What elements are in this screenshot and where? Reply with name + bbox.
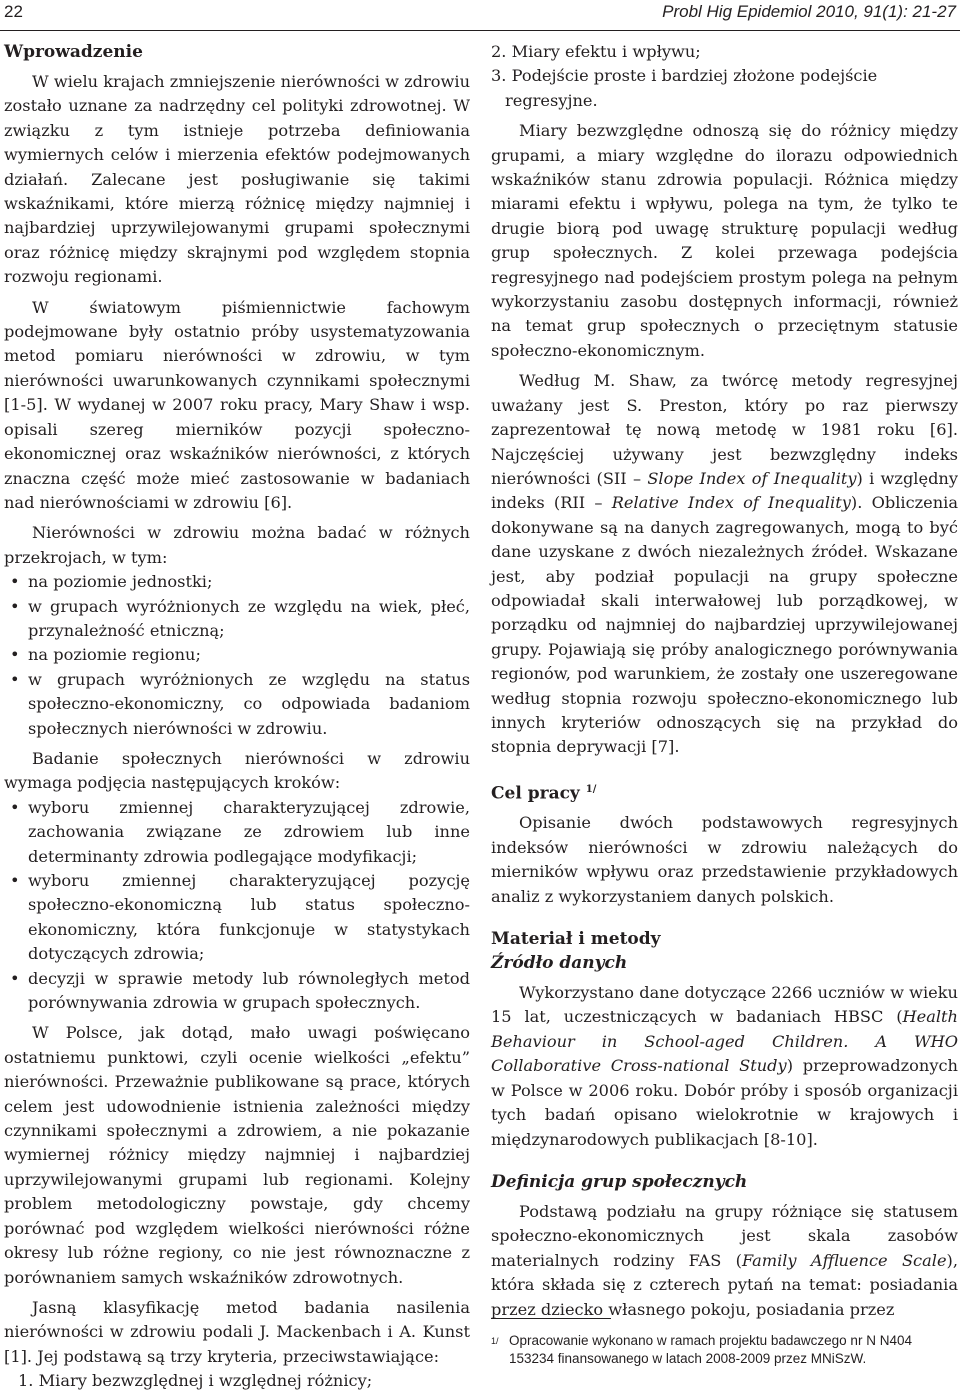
paragraph: Badanie społecznych nierówności w zdrowiu wymaga podjęcia następujących kroków: bbox=[4, 748, 470, 793]
list-item: 2. Miary efektu i wpływu; bbox=[491, 42, 701, 61]
aim-heading bbox=[491, 778, 958, 806]
text-run: ) przeprowadzonych w Polsce w 2006 roku. Dobór próby i sposób organizacji tych badań opisano wielokrotnie w krajowych i międzynarodowych publikacjach [8-10]. bbox=[491, 1056, 958, 1149]
aim-heading-text: Cel pracy bbox=[491, 783, 580, 804]
data-source-subheading: Źródło danych bbox=[491, 953, 628, 974]
paragraph bbox=[491, 1200, 958, 1322]
criteria-list bbox=[491, 40, 958, 113]
methods-heading: Materiał i metody bbox=[491, 929, 661, 950]
study-name: Health Behaviour in School-aged Children. A WHO Collaborative Cross-national Study bbox=[491, 1007, 958, 1076]
paragraph: W Polsce, jak dotąd, mało uwagi poświęcano ostatniemu punktowi, czyli ocenie wielkości „efektu” nierówności. Przeważnie publikowane są prace, których celem jest udowodnienie istnienia zależności między czynnikami społecznymi a zdrowiem, a nie pokazanie wymiernej różnicy między najmniej i najbardziej uprzywilejowanymi grupami lub regionami. Kolejny problem metodologiczny powstaje, gdy chcemy porównać pod względem wielkości nierówności różne okresy lub różne regiony, co nie jest równoznaczne z porównaniem samych wskaźników zdrowotnych. bbox=[4, 1023, 470, 1287]
footnote bbox=[491, 1328, 958, 1368]
bullet-list bbox=[4, 570, 470, 741]
text-run: ), która składa się z czterech pytań na temat: posiadania przez dziecko własnego pokoju, posiadania przez bbox=[491, 1250, 958, 1319]
paragraph bbox=[491, 981, 958, 1152]
list-item: • decyzji w sprawie metody lub równoległych metod porównywania zdrowia w grupach społecznych. bbox=[4, 967, 470, 1016]
right-column bbox=[491, 40, 958, 1328]
paragraph bbox=[491, 369, 958, 760]
paragraph: Nierówności w zdrowiu można badać w różnych przekrojach, w tym: bbox=[4, 523, 470, 567]
list-item: 3. Podejście proste i bardziej złożone podejście regresyjne. bbox=[491, 66, 878, 110]
social-groups-subheading: Definicja grup społecznych bbox=[491, 1171, 748, 1192]
list-item: • na poziomie regionu; bbox=[4, 643, 470, 667]
left-column bbox=[4, 40, 470, 1394]
footnote-text: Opracowanie wykonano w ramach projektu badawczego nr N N404 153234 finansowanego w latach 2008-2009 przez MNiSzW. bbox=[509, 1333, 912, 1366]
list-item: • wyboru zmiennej charakteryzującej zdrowie, zachowania związane ze zdrowiem lub inne determinanty zdrowia podlegające modyfikacji; bbox=[4, 796, 470, 869]
criteria-list bbox=[4, 1369, 470, 1393]
journal-citation: Probl Hig Epidemiol 2010, 91(1): 21-27 bbox=[662, 2, 956, 21]
bullet-list bbox=[4, 796, 470, 1016]
list-item: • w grupach wyróżnionych ze względu na status społeczno-ekonomiczny, co odpowiada badaniom społecznych nierówności w zdrowiu. bbox=[4, 668, 470, 741]
text-run: ) i względny indeks (RII – bbox=[491, 468, 958, 513]
running-header bbox=[0, 0, 960, 31]
list-item: • na poziomie jednostki; bbox=[4, 570, 470, 594]
list-item: • w grupach wyróżnionych ze względu na wiek, płeć, przynależność etniczną; bbox=[4, 595, 470, 644]
introduction-heading: Wprowadzenie bbox=[4, 42, 143, 62]
sii-term: Slope Index of Inequality bbox=[647, 468, 857, 488]
list-item: • wyboru zmiennej charakteryzującej pozycję społeczno-ekonomiczną lub status społeczno-ekonomiczny, która funkcjonuje w statystykach dotyczących zdrowia; bbox=[4, 869, 470, 967]
text-run: Podstawą podziału na grupy różniące się statusem społeczno-ekonomicznych jest skala zasobów materialnych rodziny FAS ( bbox=[491, 1201, 958, 1270]
rii-term: Relative Index of Inequality bbox=[611, 493, 851, 513]
text-run: Wykorzystano dane dotyczące 2266 uczniów w wieku 15 lat, uczestniczących w badaniach HBSC ( bbox=[491, 983, 958, 1027]
fas-term: Family Affluence Scale bbox=[741, 1250, 947, 1270]
footnote-mark: 1/ bbox=[491, 1336, 499, 1346]
paragraph: Opisanie dwóch podstawowych regresyjnych indeksów nierówności w zdrowiu należących do mierników wpływu oraz przedstawienie przykładowych analiz z wykorzystaniem danych polskich. bbox=[491, 813, 958, 906]
text-run: ). Obliczenia dokonywane są na danych zagregowanych, mogą to być dane uzyskane z dwóch niezależnych źródeł. Wskazane jest, aby podział populacji na grupy społeczne odpowiadał skali interwałowej lub porządkowej, w porządku od najmniej do najbardziej uprzywilejowanej grupy. Pojawiają się próby analogicznego porównywania regionów, pod warunkiem, że zostały one uszeregowane według stopnia rozwoju społeczno-ekonomicznego lub innych kryteriów odnoszących się na przykład do stopnia deprywacji [7]. bbox=[491, 493, 958, 757]
footnote-marker: 1/ bbox=[585, 783, 597, 795]
text-run: Według M. Shaw, za twórcę metody regresyjnej uważany jest S. Preston, który po raz pierwszy zaprezentował tę nową metodę w 1981 roku [6]. Najczęściej używany jest bezwzględny indeks nierówności (SII – bbox=[491, 371, 958, 488]
paragraph: Jasną klasyfikację metod badania nasilenia nierówności w zdrowiu podali J. Mackenbach i A. Kunst [1]. Jej podstawą są trzy kryteria, przeciwstawiające: bbox=[4, 1297, 470, 1366]
paragraph: W wielu krajach zmniejszenie nierówności w zdrowiu zostało uznane za nadrzędny cel polityki zdrowotnej. W związku z tym istnieje potrzeba definiowania wymiernych celów i mierzenia efektów podejmowanych działań. Zalecane jest posługiwanie się takimi wskaźnikami, które mierzą różnicę między najmniej i najbardziej uprzywilejowanymi grupami społecznymi oraz różnicę między skrajnymi pod względem stopnia rozwoju regionami. bbox=[4, 72, 470, 287]
paragraph: W światowym piśmiennictwie fachowym podejmowane były ostatnio próby usystematyzowania metod pomiaru nierówności w zdrowiu, w tym nierówności uwarunkowanych czynnikami społecznymi [1-5]. W wydanej w 2007 roku pracy, Mary Shaw i wsp. opisali szereg mierników pozycji społeczno-ekonomicznej oraz wskaźników nierówności, z których znaczna część może mieć zastosowanie w badaniach nad nierównościami w zdrowiu [6]. bbox=[4, 297, 470, 512]
list-item: 1. Miary bezwzględnej i względnej różnicy; bbox=[18, 1371, 373, 1391]
paragraph: Miary bezwzględne odnoszą się do różnicy między grupami, a miary względne do ilorazu odpowiednich wskaźników stanu zdrowia populacji. Różnica między miarami efektu i wpływu, polega na tym, że tylko te drugie biorą pod uwagę strukturę populacji według grup społecznych. Z kolei przewaga podejścia regresyjnego nad podejściem prostym polega na pełnym wykorzystaniu zasobu dostępnych informacji, również na temat grup społecznych o przeciętnym statusie społeczno-ekonomicznym. bbox=[491, 121, 958, 360]
page-number: 22 bbox=[4, 2, 23, 21]
footnote-divider bbox=[491, 1318, 611, 1319]
